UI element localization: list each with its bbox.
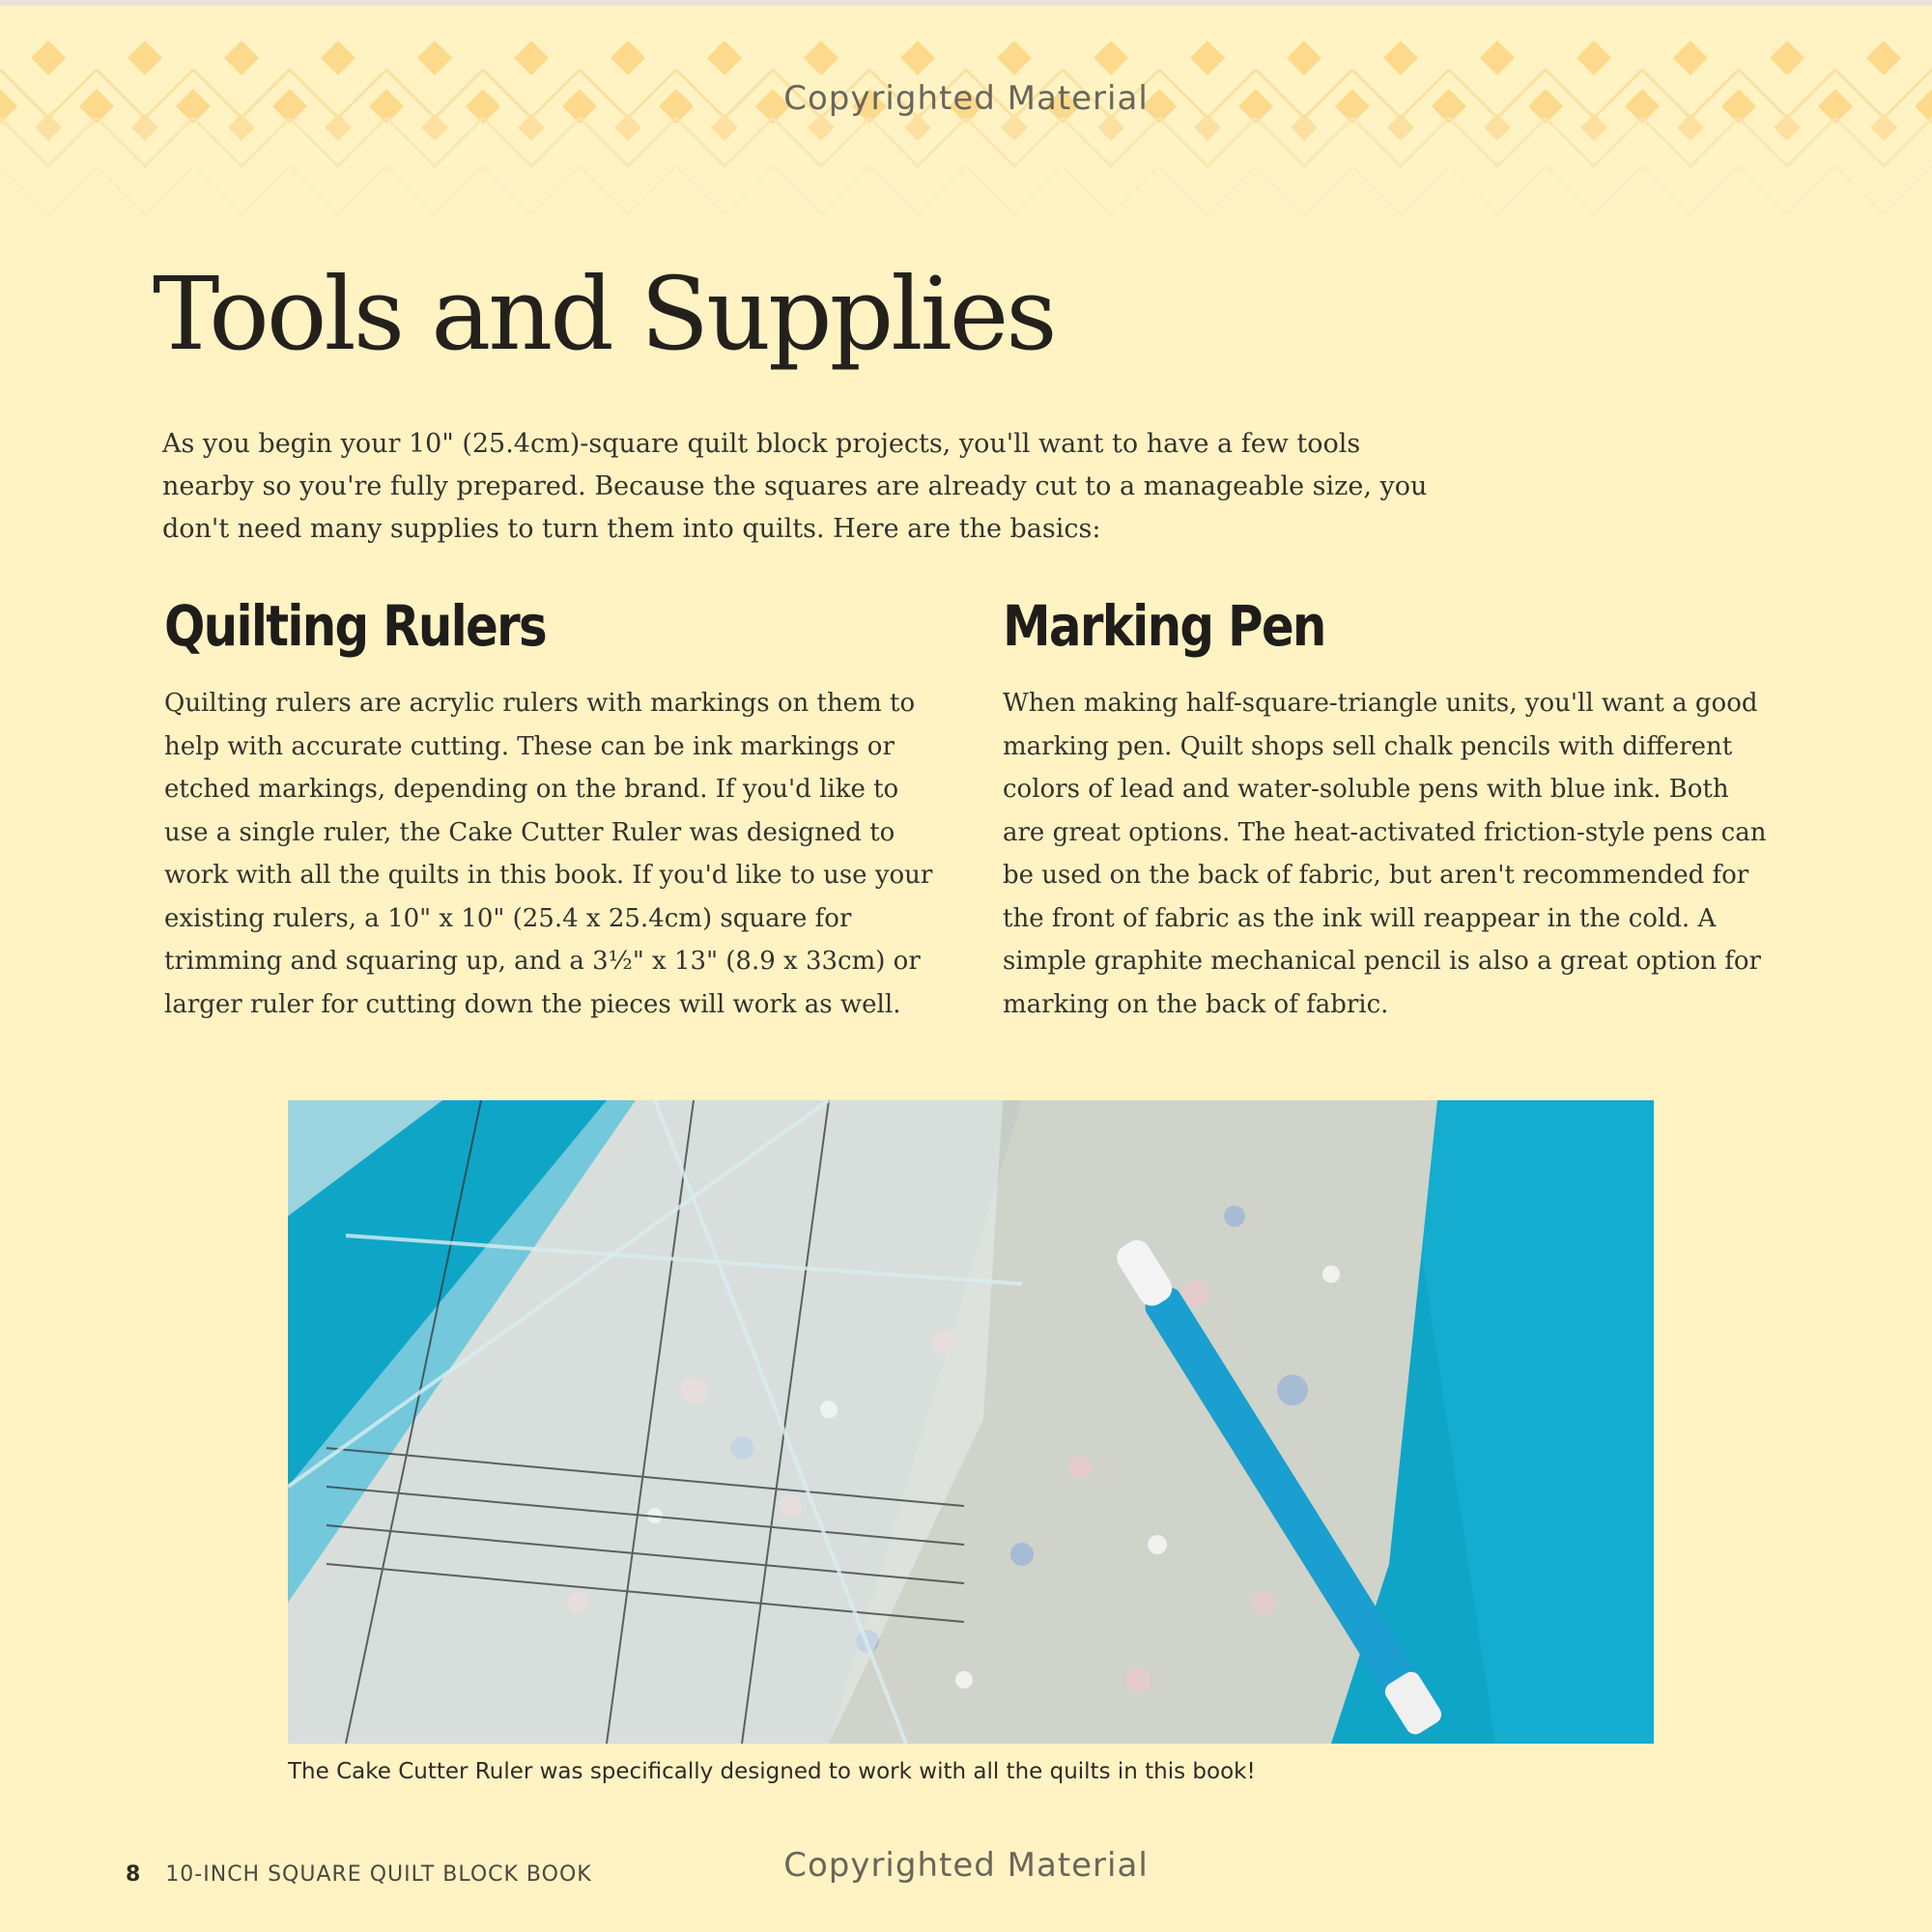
ruler-photo [288,1100,1654,1744]
page-number: 8 [126,1862,141,1887]
section-body-quilting-rulers: Quilting rulers are acrylic rulers with markings on them to help with accurate cutting. These can be ink markings or etched markings, depending on the brand. If you'd like to use a single ruler, the Cake Cutter Ruler was designed to work with all the quilts in this book. If you'd like to use your existing rulers, a 10" x 10" (25.4 x 25.4cm) square for trimming and squaring up, and a 3½" x 13" (8.9 x 33cm) or larger ruler for cutting down the pieces will work as well. [164,689,933,1019]
watermark-top: Copyrighted Material [783,79,1149,118]
watermark-bottom: Copyrighted Material [783,1846,1149,1885]
intro-paragraph: As you begin your 10" (25.4cm)-square quilt block projects, you'll want to have a few tools nearby so you're fully prepared. Because the squares are already cut to a manageable size, you don't need many supplies to turn them into quilts. Here are the basics: [162,429,1428,544]
photo-caption: The Cake Cutter Ruler was specifically designed to work with all the quilts in this book! [288,1759,1256,1784]
section-heading-marking-pen: Marking Pen [1003,593,1325,659]
running-book-title: 10-INCH SQUARE QUILT BLOCK BOOK [165,1862,592,1887]
page-title: Tools and Supplies [153,255,1055,373]
section-heading-quilting-rulers: Quilting Rulers [164,593,546,659]
header-diamond-pattern [0,12,1932,234]
section-body-marking-pen: When making half-square-triangle units, you'll want a good marking pen. Quilt shops sell chalk pencils with different colors of lead and water-soluble pens with blue ink. Both are great options. The heat-activated friction-style pens can be used on the back of fabric, but aren't recommended for the front of fabric as the ink will reappear in the cold. A simple graphite mechanical pencil is also a great option for marking on the back of fabric. [1003,689,1767,1019]
